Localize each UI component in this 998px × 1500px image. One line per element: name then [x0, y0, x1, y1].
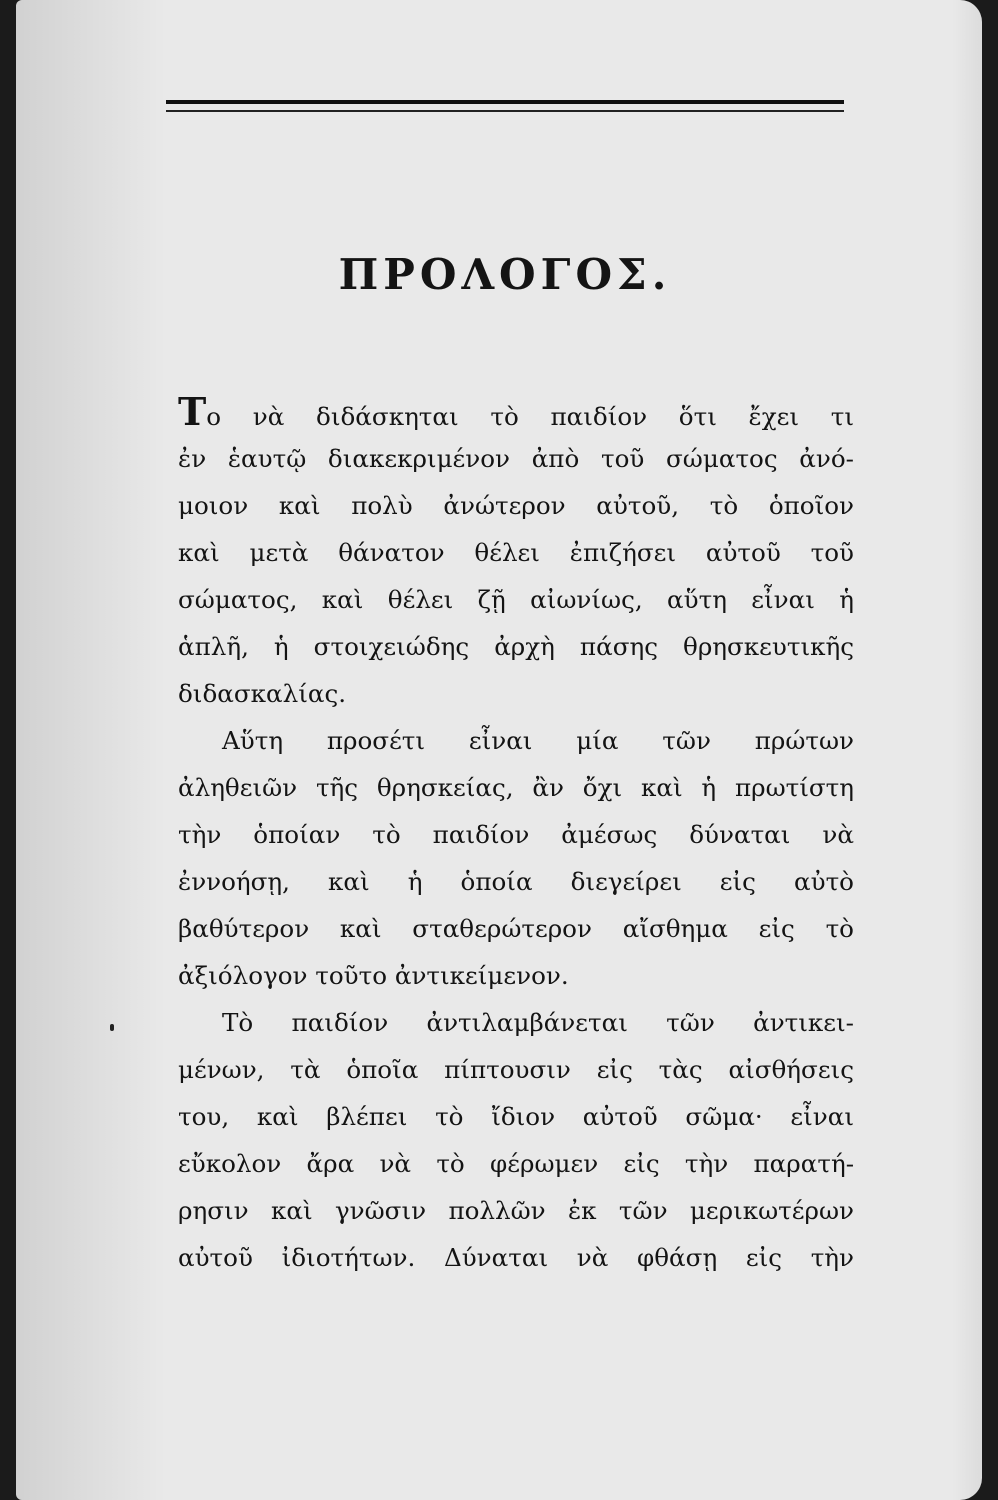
text-line: τὴν ὁποίαν τὸ παιδίον ἀμέσως δύναται νὰ	[178, 820, 854, 849]
text-line: διδασκαλίας.	[178, 679, 347, 708]
book-page	[16, 0, 982, 1500]
text-line: του, καὶ βλέπει τὸ ἴδιον αὐτοῦ σῶμα· εἶναι	[178, 1102, 854, 1131]
gutter-shadow	[16, 0, 166, 1500]
text-line: εὔκολον ἄρα νὰ τὸ φέρωμεν εἰς τὴν παρατή-	[178, 1149, 854, 1178]
drop-cap: Τ	[178, 389, 207, 434]
header-rule-thin	[166, 110, 844, 112]
body-text	[178, 388, 854, 1281]
text-line: ρησιν καὶ γνῶσιν πολλῶν ἐκ τῶν μερικωτέρων	[178, 1196, 854, 1225]
text-line: αὐτοῦ ἰδιοτήτων. Δύναται νὰ φθάσῃ εἰς τὴν	[178, 1243, 854, 1272]
text-line: Αὕτη προσέτι εἶναι μία τῶν πρώτων	[222, 726, 854, 755]
text-line: Τὸ παιδίον ἀντιλαμβάνεται τῶν ἀντικει-	[222, 1008, 854, 1037]
page-edge-shadow	[952, 0, 982, 1500]
text-line: βαθύτερον καὶ σταθερώτερον αἴσθημα εἰς τὸ	[178, 914, 854, 943]
page-title: ΠΡΟΛΟΓΟΣ.	[338, 250, 672, 299]
text-line: ἀξιόλογον τοῦτο ἀντικείμενον.	[178, 961, 569, 990]
text-line: ἐννοήσῃ, καὶ ἡ ὁποία διεγείρει εἰς αὐτὸ	[178, 867, 854, 896]
text-line: ἀληθειῶν τῆς θρησκείας, ἂν ὄχι καὶ ἡ πρωτίστη	[178, 773, 854, 802]
first-line-text: ο νὰ διδάσκηται τὸ παιδίον ὅτι ἔχει τι	[206, 402, 854, 431]
text-line: μοιον καὶ πολὺ ἀνώτερον αὐτοῦ, τὸ ὁποῖον	[178, 491, 854, 520]
text-line	[178, 388, 854, 435]
header-rule-thick	[166, 100, 844, 104]
text-line: ἐν ἑαυτῷ διακεκριμένον ἀπὸ τοῦ σώματος ἀνό-	[178, 444, 854, 473]
text-line: καὶ μετὰ θάνατον θέλει ἐπιζήσει αὐτοῦ τοῦ	[178, 538, 854, 567]
text-line: σώματος, καὶ θέλει ζῇ αἰωνίως, αὕτη εἶναι ἡ	[178, 585, 854, 614]
text-line: ἁπλῆ, ἡ στοιχειώδης ἀρχὴ πάσης θρησκευτικῆς	[178, 632, 854, 661]
text-line: μένων, τὰ ὁποῖα πίπτουσιν εἰς τὰς αἰσθήσεις	[178, 1055, 854, 1084]
margin-mark	[110, 1024, 114, 1031]
